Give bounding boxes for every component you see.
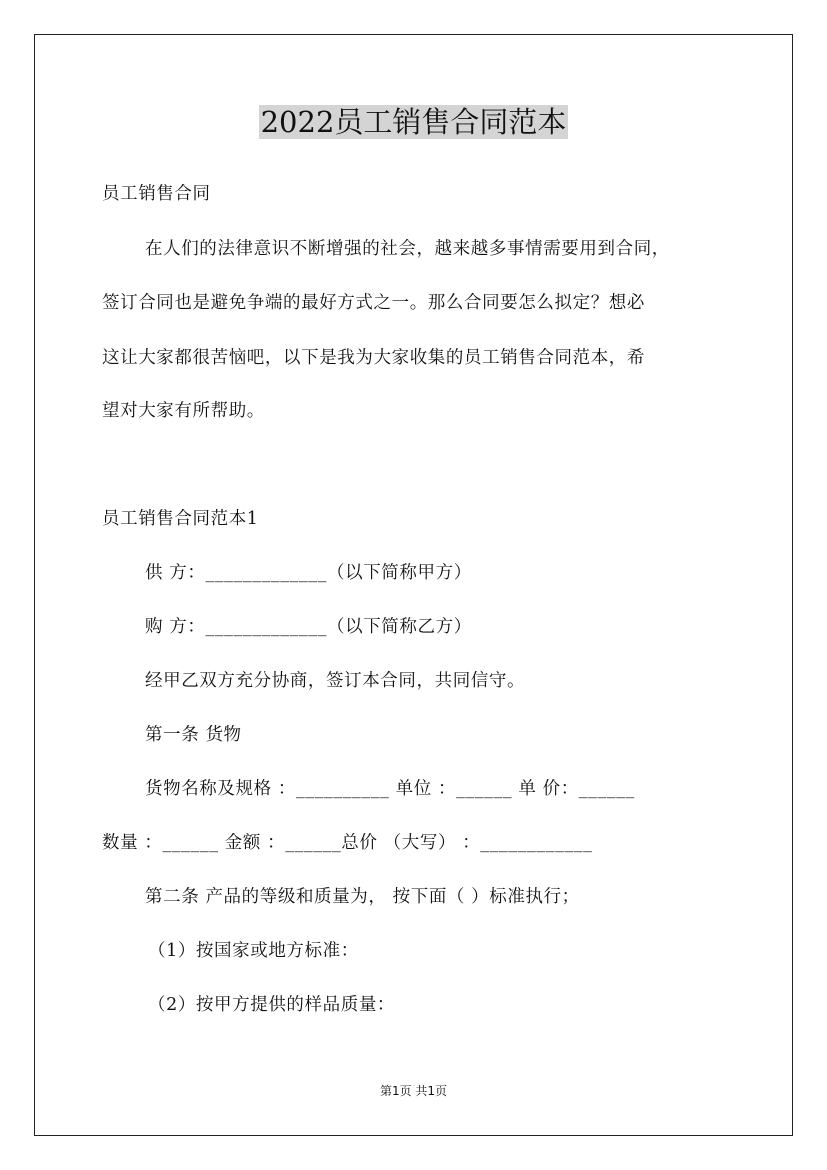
intro-line-3: 这让大家都很苦恼吧，以下是我为大家收集的员工销售合同范本，希 [102,348,645,368]
article-2-line: 第二条 产品的等级和质量为， 按下面（ ）标准执行； [145,887,580,907]
intro-line-4: 望对大家有所帮助。 [102,401,265,421]
quantity-amount-line: 数量 ：______ 金额 ：______总价 （大写） ：____________ [102,833,593,853]
page-footer: 第1页 共1页 [379,1084,448,1098]
intro-line-2: 签订合同也是避免争端的最好方式之一。那么合同要怎么拟定？想必 [102,293,645,313]
agreement-line: 经甲乙双方充分协商，签订本合同，共同信守。 [145,671,526,691]
goods-spec-line: 货物名称及规格 ：__________ 单位 ：______ 单 价：______ [145,779,635,799]
sample-heading: 员工销售合同范本1 [102,509,259,529]
supplier-line: 供 方：_____________（以下简称甲方） [145,563,472,583]
standard-option-1: （1）按国家或地方标准： [148,941,359,961]
intro-line-1: 在人们的法律意识不断增强的社会，越来越多事情需要用到合同， [145,239,670,259]
section-heading: 员工销售合同 [102,184,211,204]
standard-option-2: （2）按甲方提供的样品质量： [148,995,396,1015]
article-1-heading: 第一条 货物 [145,725,242,745]
buyer-line: 购 方：_____________（以下简称乙方） [145,617,472,637]
document-title: 2022员工销售合同范本 [260,105,567,139]
